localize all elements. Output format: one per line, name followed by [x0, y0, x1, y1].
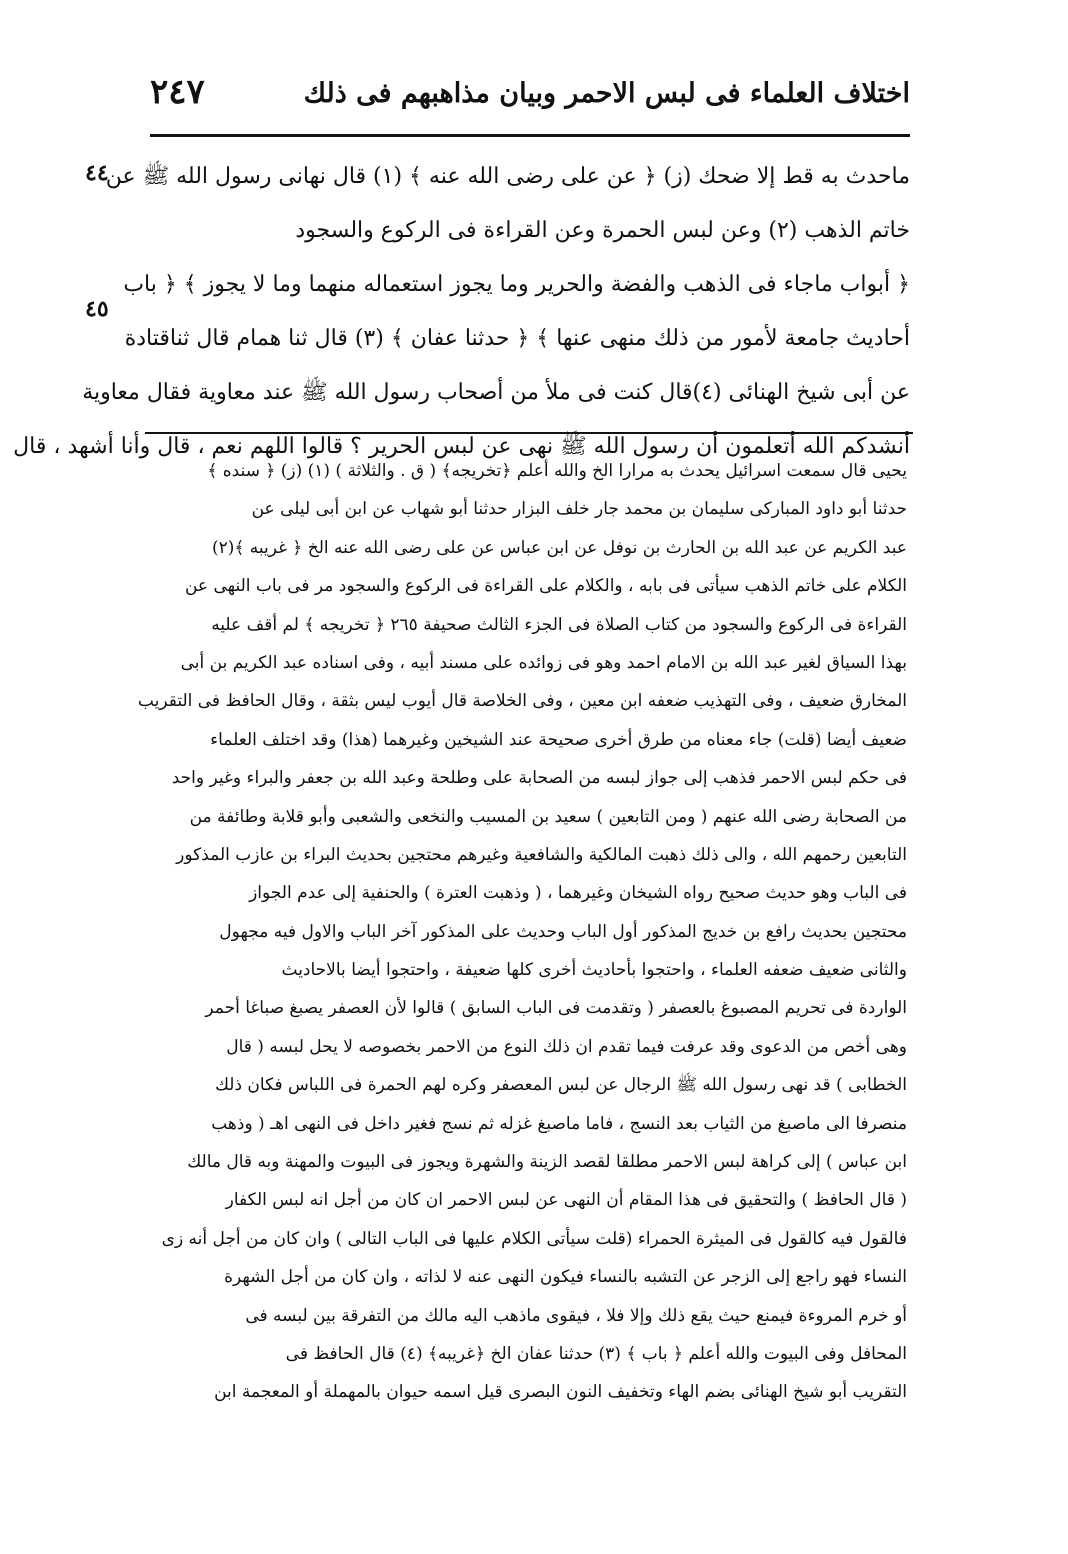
commentary-line: منصرفا الى ماصبغ من الثياب بعد النسج ، فاما ماصبغ غزله ثم نسج فغير داخل فى النهى اهـ ( وذهب: [211, 1113, 907, 1134]
commentary-text: [137, 452, 907, 1412]
hadith-number: ٤٥: [85, 296, 109, 322]
commentary-line: وهى أخص من الدعوى وقد عرفت فيما تقدم ان ذلك النوع من الاحمر بخصوصه لا يحل لبسه ( قال: [226, 1036, 907, 1057]
commentary-line: فى الباب وهو حديث صحيح رواه الشيخان وغيرهما ، ( وذهبت العترة ) والحنفية إلى عدم الجواز: [249, 883, 907, 904]
main-text-line: أنشدكم الله أتعلمون أن رسول الله ﷺ نهى عن لبس الحرير ؟ قالوا اللهم نعم ، قال وأنا أشهد ، قال: [13, 434, 910, 459]
commentary-line: بهذا السياق لغير عبد الله بن الامام احمد وهو فى زوائده على مسند أبيه ، وفى اسناده عبد الكريم بن أبى: [180, 652, 907, 673]
commentary-line: المحافل وفى البيوت والله أعلم ﴿ باب ﴾ (٣) حدثنا عفان الخ ﴿غريبه﴾ (٤) قال الحافظ فى: [285, 1343, 907, 1364]
header-rule: [150, 134, 910, 137]
commentary-line: التقريب أبو شيخ الهنائى بضم الهاء وتخفيف النون البصرى قيل اسمه حيوان بالمهملة أو المعجمة ابن: [214, 1382, 907, 1403]
main-text-line: أحاديث جامعة لأمور من ذلك منهى عنها ﴾ ﴿ حدثنا عفان ﴾ (٣) قال ثنا همام قال ثناقتادة: [124, 326, 910, 351]
commentary-line: النساء فهو راجع إلى الزجر عن التشبه بالنساء فيكون النهى عنه لا لذاته ، وان كان من أجل الشهرة: [224, 1267, 907, 1288]
commentary-line: القراءة فى الركوع والسجود من كتاب الصلاة فى الجزء الثالث صحيفة ٢٦٥ ﴿ تخريجه ﴾ لم أقف عليه: [211, 614, 907, 635]
hadith-number: ٤٤: [85, 160, 109, 186]
main-text-line: عن أبى شيخ الهنائى (٤)قال كنت فى ملأ من أصحاب رسول الله ﷺ عند معاوية فقال معاوية: [82, 380, 910, 405]
footnote-rule: [145, 432, 913, 434]
page-header: [150, 70, 910, 128]
commentary-line: التابعين رحمهم الله ، والى ذلك ذهبت المالكية والشافعية وغيرهم محتجين بحديث البراء بن عازب المذكور: [176, 844, 907, 865]
commentary-line: عبد الكريم عن عبد الله بن الحارث بن نوفل عن ابن عباس عن على رضى الله عنه الخ ﴿ غريبه ﴾(٢): [211, 537, 907, 558]
commentary-line: الكلام على خاتم الذهب سيأتى فى بابه ، والكلام على القراءة فى الركوع والسجود مر فى باب النهى عن: [184, 576, 907, 597]
commentary-line: محتجين بحديث رافع بن خديج المذكور أول الباب وحديث على المذكور آخر الباب والاول فيه مجهول: [219, 921, 907, 942]
commentary-line: فالقول فيه كالقول فى الميثرة الحمراء (قلت سيأتى الكلام عليها فى الباب التالى ) وان كان من أجل أنه زى: [161, 1228, 907, 1249]
commentary-line: يحيى قال سمعت اسرائيل يحدث به مرارا الخ والله أعلم ﴿تخريجه﴾ ( ق . والثلاثة ) (١) (ز) ﴿ سنده ﴾: [207, 461, 907, 481]
commentary-line: فى حكم لبس الاحمر فذهب إلى جواز لبسه من الصحابة على وطلحة وعبد الله بن جعفر والبراء وغير واحد: [171, 768, 907, 789]
commentary-line: حدثنا أبو داود المباركى سليمان بن محمد جار خلف البزار حدثنا أبو شهاب عن ابن أبى ليلى عن: [251, 499, 907, 520]
main-text-line: ماحدث به قط إلا ضحك (ز) ﴿ عن على رضى الله عنه ﴾ (١) قال نهانى رسول الله ﷺ عن: [105, 164, 910, 189]
running-title: اختلاف العلماء فى لبس الاحمر وبيان مذاهبهم فى ذلك: [303, 78, 910, 109]
commentary-line: الواردة فى تحريم المصبوغ بالعصفر ( وتقدمت فى الباب السابق ) قالوا لأن العصفر يصبغ صباغا أحمر: [205, 998, 907, 1019]
main-text-line: ﴿ أبواب ماجاء فى الذهب والفضة والحرير وما يجوز استعماله منهما وما لا يجوز ﴾ ﴿ باب: [123, 272, 910, 297]
commentary-line: ابن عباس ) إلى كراهة لبس الاحمر مطلقا لقصد الزينة والشهرة ويجوز فى البيوت والمهنة وبه قال مالك: [187, 1152, 907, 1173]
commentary-line: ( قال الحافظ ) والتحقيق فى هذا المقام أن النهى عن لبس الاحمر ان كان من أجل انه لبس الكفار: [225, 1190, 907, 1211]
commentary-line: المخارق ضعيف ، وفى التهذيب ضعفه ابن معين ، وفى الخلاصة قال أيوب ليس بثقة ، وقال الحافظ فى التقريب: [137, 691, 907, 712]
commentary-line: أو خرم المروءة فيمنع حيث يقع ذلك وإلا فلا ، فيقوى ماذهب اليه مالك من التفرقة بين لبسه فى: [245, 1305, 907, 1326]
page-number: ٢٤٧: [150, 72, 205, 112]
commentary-line: من الصحابة رضى الله عنهم ( ومن التابعين ) سعيد بن المسيب والنخعى والشعبى وأبو قلابة وطائفة من: [189, 806, 907, 827]
commentary-line: والثانى ضعيف ضعفه العلماء ، واحتجوا بأحاديث أخرى كلها ضعيفة ، واحتجوا أيضا بالاحاديث: [281, 960, 907, 981]
commentary-line: ضعيف أيضا (قلت) جاء معناه من طرق أخرى صحيحة عند الشيخين وغيرهما (هذا) وقد اختلف العلماء: [210, 729, 907, 750]
main-text-line: خاتم الذهب (٢) وعن لبس الحمرة وعن القراءة فى الركوع والسجود: [295, 218, 910, 243]
commentary-line: الخطابى ) قد نهى رسول الله ﷺ الرجال عن لبس المعصفر وكره لهم الحمرة فى اللباس فكان ذلك: [214, 1075, 907, 1096]
